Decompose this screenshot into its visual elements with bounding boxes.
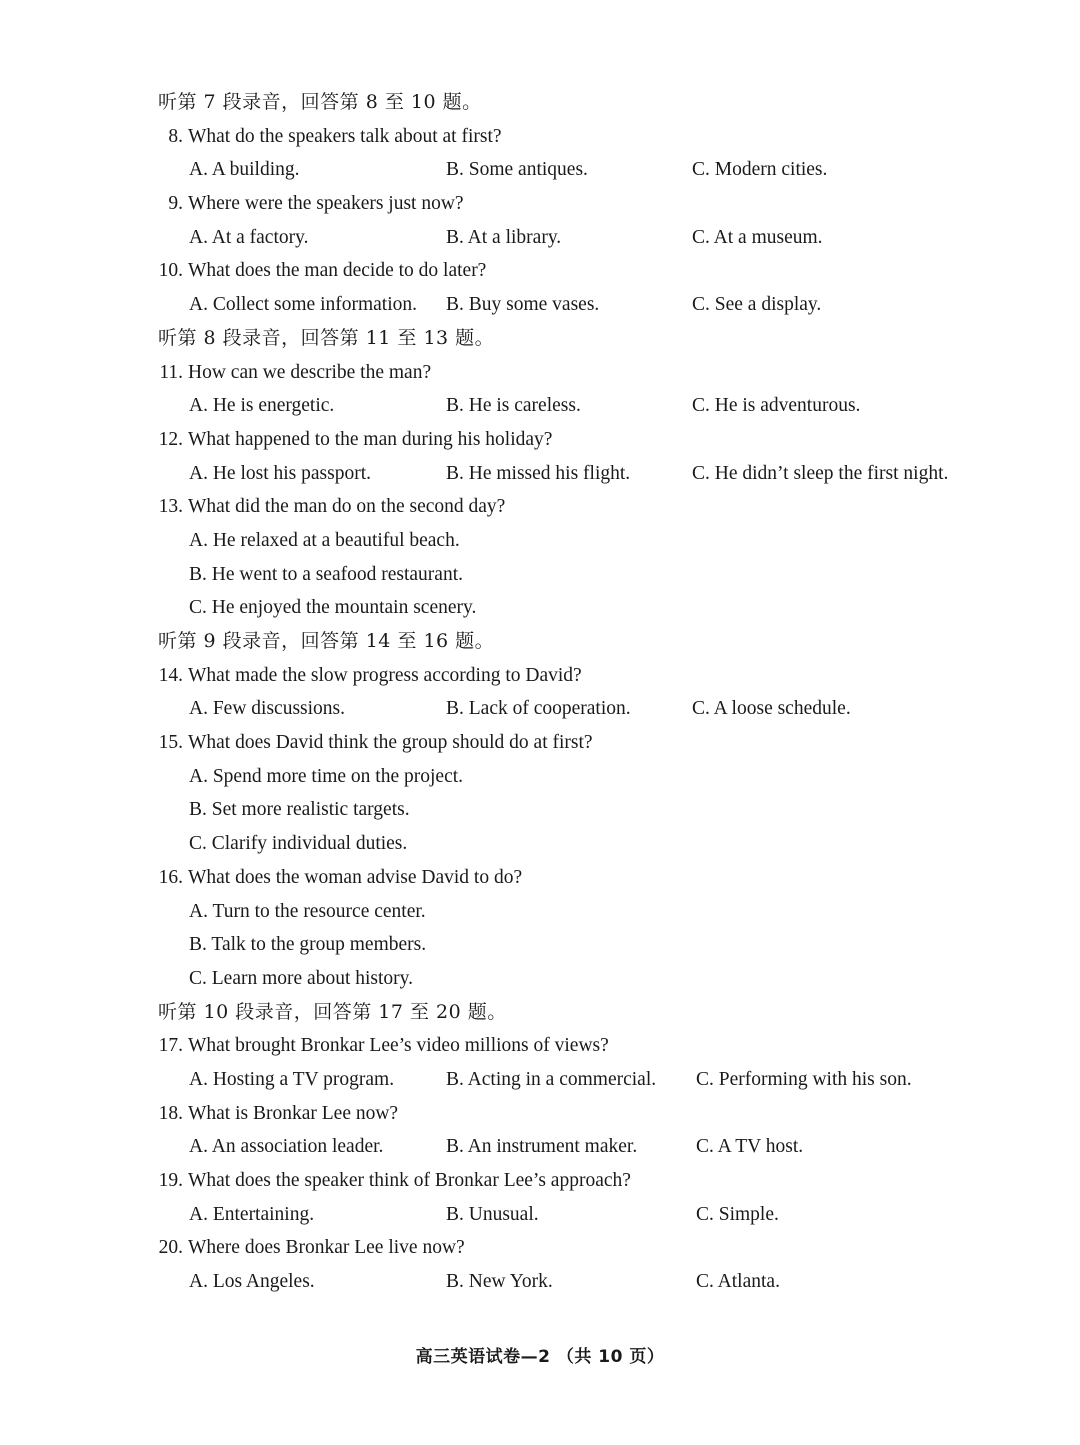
- options-row: [0, 1063, 1080, 1097]
- option-line: [0, 827, 1080, 861]
- question-11: [0, 356, 1080, 390]
- option-b: B. He missed his flight.: [446, 462, 631, 484]
- option-line: [0, 591, 1080, 625]
- options-row: [0, 288, 1080, 322]
- question-number: 17.: [158, 1035, 183, 1057]
- option-line: [0, 928, 1080, 962]
- option-c: C. Modern cities.: [692, 159, 828, 181]
- question-text: Where were the speakers just now?: [188, 193, 464, 215]
- question-17: [0, 1029, 1080, 1063]
- option-c: C. Clarify individual duties.: [189, 833, 408, 855]
- section-heading: 听第 8 段录音，回答第 11 至 13 题。: [158, 326, 495, 349]
- option-b: B. Some antiques.: [446, 159, 588, 181]
- question-number: 18.: [158, 1102, 183, 1124]
- question-text: What did the man do on the second day?: [188, 496, 506, 518]
- option-a: A. He relaxed at a beautiful beach.: [189, 529, 460, 551]
- option-c: C. A TV host.: [696, 1136, 804, 1158]
- question-text: How can we describe the man?: [188, 361, 432, 383]
- options-row: [0, 457, 1080, 491]
- question-text: What does David think the group should do at first?: [188, 732, 593, 754]
- option-a: A. Los Angeles.: [189, 1271, 315, 1293]
- question-text: What do the speakers talk about at first?: [188, 125, 502, 147]
- option-b: B. He is careless.: [446, 395, 581, 417]
- question-10: [0, 254, 1080, 288]
- option-a: A. He lost his passport.: [189, 462, 371, 484]
- section-heading: 听第 10 段录音，回答第 17 至 20 题。: [158, 1000, 507, 1023]
- question-text: What does the man decide to do later?: [188, 260, 487, 282]
- option-c: C. Performing with his son.: [696, 1068, 912, 1090]
- question-text: What is Bronkar Lee now?: [188, 1102, 399, 1124]
- option-b: B. Set more realistic targets.: [189, 799, 410, 821]
- option-c: C. Simple.: [696, 1203, 779, 1225]
- section-heading: 听第 7 段录音，回答第 8 至 10 题。: [158, 91, 482, 113]
- section-heading: 听第 9 段录音，回答第 14 至 16 题。: [158, 630, 495, 652]
- question-9: [0, 187, 1080, 221]
- page-footer: 高三英语试卷—2 （共 10 页）: [415, 1347, 665, 1367]
- option-b: B. Lack of cooperation.: [446, 698, 631, 720]
- question-16: [0, 861, 1080, 895]
- question-number: 19.: [158, 1170, 183, 1191]
- question-number: 14.: [158, 664, 183, 686]
- question-number: 9.: [168, 193, 183, 215]
- exam-page: [0, 86, 1080, 1299]
- question-text: What happened to the man during his holiday?: [188, 428, 553, 450]
- options-row: [0, 1265, 1080, 1299]
- option-b: B. Acting in a commercial.: [446, 1068, 657, 1090]
- question-number: 10.: [158, 260, 183, 282]
- option-a: A. Hosting a TV program.: [189, 1068, 395, 1090]
- option-a: A. An association leader.: [189, 1136, 384, 1158]
- option-line: [0, 760, 1080, 794]
- option-b: B. An instrument maker.: [446, 1136, 638, 1158]
- option-c: C. He didn’t sleep the first night.: [692, 462, 949, 484]
- options-row: [0, 692, 1080, 726]
- option-line: [0, 524, 1080, 558]
- option-b: B. Buy some vases.: [446, 294, 600, 316]
- option-c: C. See a display.: [692, 294, 822, 316]
- option-a: A. Few discussions.: [189, 698, 346, 720]
- option-c: C. Learn more about history.: [189, 967, 414, 989]
- question-number: 16.: [158, 866, 183, 888]
- option-line: [0, 558, 1080, 592]
- question-number: 15.: [158, 732, 183, 754]
- question-20: [0, 1231, 1080, 1265]
- option-line: [0, 895, 1080, 929]
- option-b: B. Unusual.: [446, 1203, 539, 1225]
- options-row: [0, 1198, 1080, 1232]
- question-number: 13.: [158, 496, 183, 518]
- options-row: [0, 221, 1080, 255]
- option-b: B. New York.: [446, 1271, 553, 1293]
- options-row: [0, 389, 1080, 423]
- question-14: [0, 659, 1080, 693]
- question-text: Where does Bronkar Lee live now?: [188, 1237, 465, 1259]
- option-b: B. He went to a seafood restaurant.: [189, 563, 463, 585]
- question-text: What brought Bronkar Lee’s video millions of views?: [188, 1035, 609, 1057]
- option-a: A. Collect some information.: [189, 294, 418, 316]
- question-13: [0, 490, 1080, 524]
- option-a: A. Entertaining.: [189, 1203, 315, 1225]
- option-line: [0, 793, 1080, 827]
- options-row: [0, 1130, 1080, 1164]
- option-a: A. A building.: [189, 159, 300, 181]
- options-row: [0, 153, 1080, 187]
- option-c: C. A loose schedule.: [692, 698, 851, 720]
- option-a: A. Turn to the resource center.: [189, 900, 426, 922]
- question-8: [0, 120, 1080, 154]
- option-c: C. Atlanta.: [696, 1271, 780, 1293]
- question-text: What does the woman advise David to do?: [188, 866, 523, 888]
- option-a: A. At a factory.: [189, 226, 309, 248]
- question-15: [0, 726, 1080, 760]
- option-a: A. Spend more time on the project.: [189, 765, 464, 787]
- question-number: 20.: [158, 1237, 183, 1259]
- option-b: B. Talk to the group members.: [189, 934, 427, 956]
- option-c: C. At a museum.: [692, 226, 823, 248]
- question-number: 12.: [158, 428, 183, 450]
- option-c: C. He is adventurous.: [692, 395, 861, 417]
- option-b: B. At a library.: [446, 226, 562, 248]
- question-12: [0, 423, 1080, 457]
- option-line: [0, 962, 1080, 996]
- question-19: [0, 1164, 1080, 1198]
- question-text: What made the slow progress according to David?: [188, 664, 582, 686]
- question-text: What does the speaker think of Bronkar Lee’s approach?: [188, 1170, 631, 1191]
- question-number: 8.: [168, 125, 183, 147]
- question-18: [0, 1097, 1080, 1131]
- question-number: 11.: [159, 361, 183, 383]
- option-c: C. He enjoyed the mountain scenery.: [189, 597, 477, 619]
- option-a: A. He is energetic.: [189, 395, 335, 417]
